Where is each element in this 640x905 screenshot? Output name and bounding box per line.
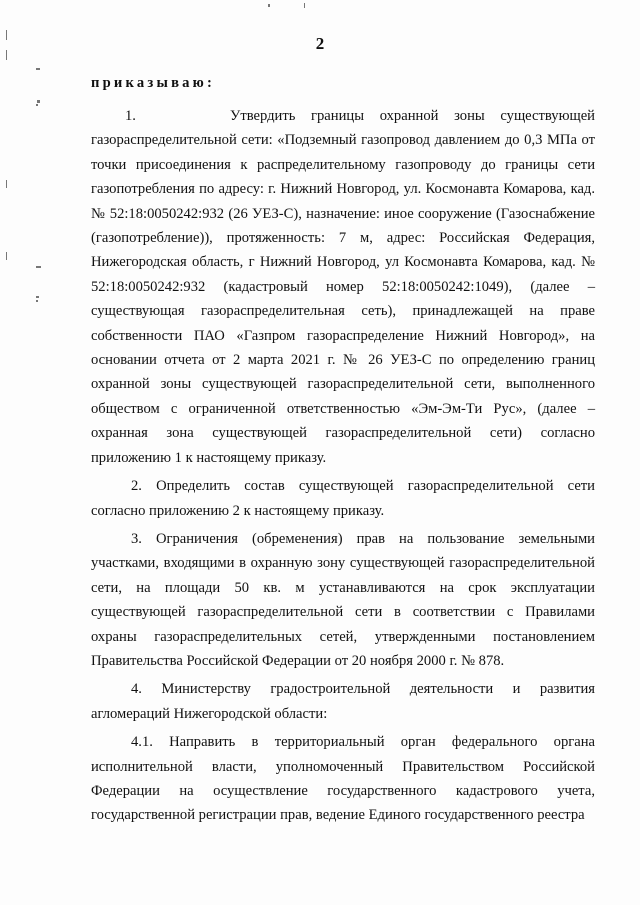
scan-mark [36, 104, 38, 106]
scan-mark [36, 300, 38, 302]
paragraph-3: 3. Ограничения (обременения) прав на пользование земельными участками, входящими в охранную зону существующей газораспределительной сети, на площади 50 кв. м устанавливаются на срок эксплуатации существующей газораспределительной сети в соответствии с Правилами охраны газораспределительных сетей, утвержденными постановлением Правительства Российской Федерации от 20 ноября 2000 г. № 878. [91, 530, 595, 669]
paragraph-4-1: 4.1. Направить в территориальный орган федерального органа исполнительной власти, уполномоченный Правительством Российской Федерации на осуществление государственного кадастрового учета, государственной регистрации прав, ведение Единого государственного реестра [91, 734, 595, 824]
scan-mark [36, 296, 39, 298]
paragraph-4: 4. Министерству градостроительной деятельности и развития агломераций Нижегородской области: [91, 681, 595, 722]
scan-mark [36, 68, 40, 70]
scan-mark [6, 180, 7, 188]
document-body [91, 70, 595, 832]
scan-mark [6, 252, 7, 260]
page-number: 2 [315, 34, 325, 53]
paragraph-2: 2. Определить состав существующей газораспределительной сети согласно приложению 2 к настоящему приказу. [91, 478, 595, 519]
scan-mark [37, 100, 40, 103]
scan-mark [268, 4, 270, 7]
order-heading: приказываю: [91, 75, 216, 91]
scan-mark [304, 3, 305, 8]
paragraph-1: 1. Утвердить границы охранной зоны существующей газораспределительной сети: «Подземный газопровод давлением до 0,3 МПа от точки присоединения к распределительному газопроводу до границы сети газопотребления по адресу: г. Нижний Новгород, ул. Космонавта Комарова, кад. № 52:18:0050242:932 (26 УЕЗ-С), назначение: иное сооружение (Газоснабжение (газопотребление)), протяженность: 7 м, адрес: Российская Федерация, Нижегородская область, г Нижний Новгород, ул Космонавта Комарова, кад. № 52:18:0050242:932 (кадастровый номер 52:18:0050242:1049), (далее – существующая газораспределительная сеть), принадлежащей на праве собственности ПАО «Газпром газораспределение Нижний Новгород», на основании отчета от 2 марта 2021 г. № 26 УЕЗ-С по определению границ охранной зоны существующей газораспределительной сети, выполненного обществом с ограниченной ответственностью «Эм-Эм-Ти Рус», (далее – охранная зона существующей газораспределительной сети) согласно приложению 1 к настоящему приказу. [91, 108, 595, 466]
scan-mark [36, 266, 41, 268]
